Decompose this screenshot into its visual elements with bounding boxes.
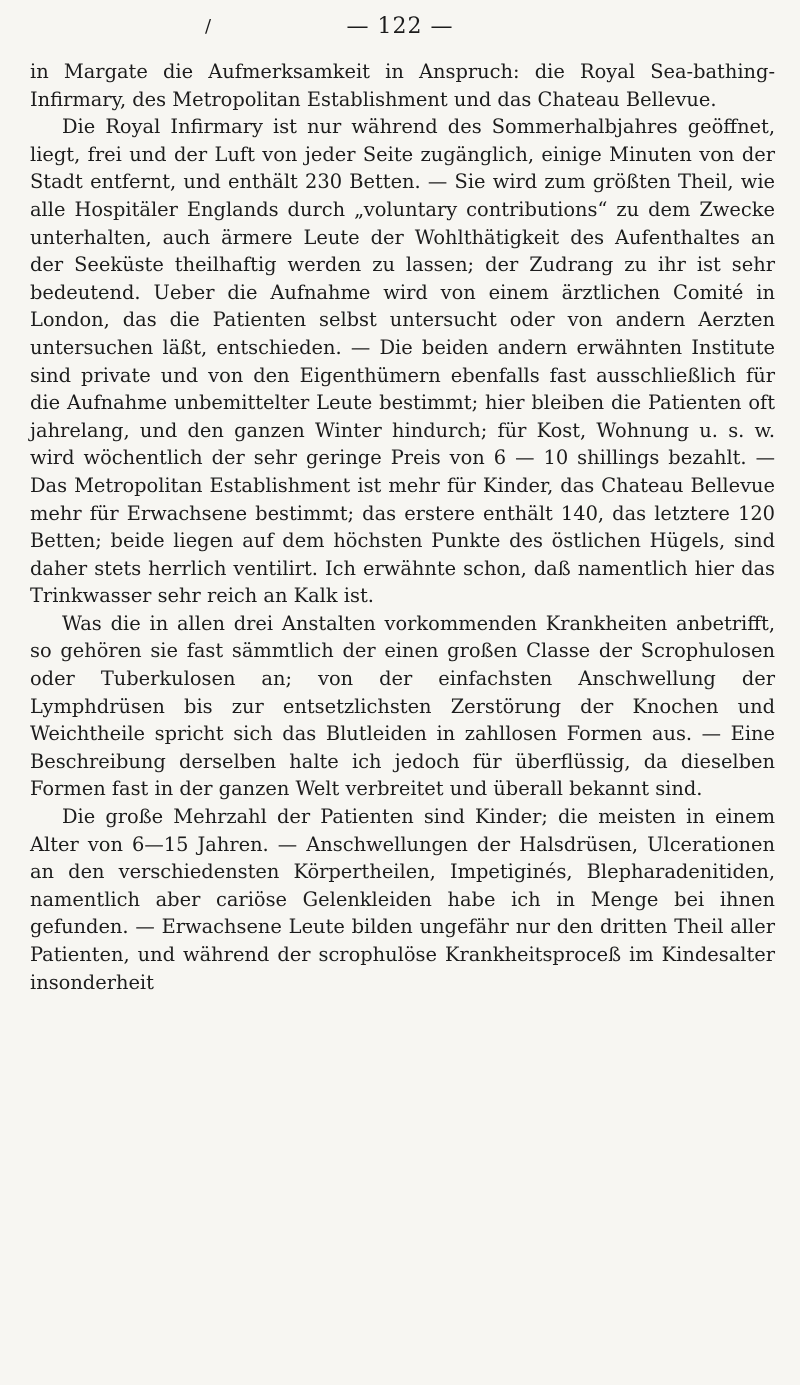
page-number: — 122 —: [346, 14, 454, 39]
corner-mark: /: [205, 16, 212, 37]
body-text: [30, 58, 775, 996]
paragraph-1: in Margate die Aufmerksamkeit in Anspruch: die Royal Sea-bathing-Infirmary, des Metropolitan Establishment und das Chateau Bellevue.: [30, 60, 775, 111]
paragraph-3: Was die in allen drei Anstalten vorkommenden Krankheiten anbetrifft, so gehören sie fast sämmtlich der einen großen Classe der Scrophulosen oder Tuberkulosen an; von der einfachsten Anschwellung der Lymphdrüsen bis zur entsetzlichsten Zerstörung der Knochen und Weichtheile spricht sich das Blutleiden in zahllosen Formen aus. — Eine Beschreibung derselben halte ich jedoch für überflüssig, da dieselben Formen fast in der ganzen Welt verbreitet und überall bekannt sind.: [30, 611, 775, 801]
paragraph-2: Die Royal Infirmary ist nur während des Sommerhalbjahres geöffnet, liegt, frei und der Luft von jeder Seite zugänglich, einige Minuten von der Stadt entfernt, und enthält 230 Betten. — Sie wird zum größten Theil, wie alle Hospitäler Englands durch „voluntary contributions“ zu dem Zwecke unterhalten, auch ärmere Leute der Wohlthätigkeit des Aufenthaltes an der Seeküste theilhaftig werden zu lassen; der Zudrang zu ihr ist sehr bedeutend. Ueber die Aufnahme wird von einem ärztlichen Comité in London, das die Patienten selbst untersucht oder von andern Aerzten untersuchen läßt, entschieden. — Die beiden andern erwähnten Institute sind private und von den Eigenthümern ebenfalls fast ausschließlich für die Aufnahme unbemittelter Leute bestimmt; hier bleiben die Patienten oft jahrelang, und den ganzen Winter hindurch; für Kost, Wohnung u. s. w. wird wöchentlich der sehr geringe Preis von 6 — 10 shillings bezahlt. — Das Metropolitan Establishment ist mehr für Kinder, das Chateau Bellevue mehr für Erwachsene bestimmt; das erstere enthält 140, das letztere 120 Betten; beide liegen auf dem höchsten Punkte des östlichen Hügels, sind daher stets herrlich ventilirt. Ich erwähnte schon, daß namentlich hier das Trinkwasser sehr reich an Kalk ist.: [30, 115, 775, 608]
paragraph-4: Die große Mehrzahl der Patienten sind Kinder; die meisten in einem Alter von 6—15 Jahren. — Anschwellungen der Halsdrüsen, Ulcerationen an den verschiedensten Körpertheilen, Impetiginés, Blepharadenitiden, namentlich aber cariöse Gelenkleiden habe ich in Menge bei ihnen gefunden. — Erwachsene Leute bilden ungefähr nur den dritten Theil aller Patienten, und während der scrophulöse Krankheitsproceß im Kindesalter insonderheit: [30, 805, 775, 994]
